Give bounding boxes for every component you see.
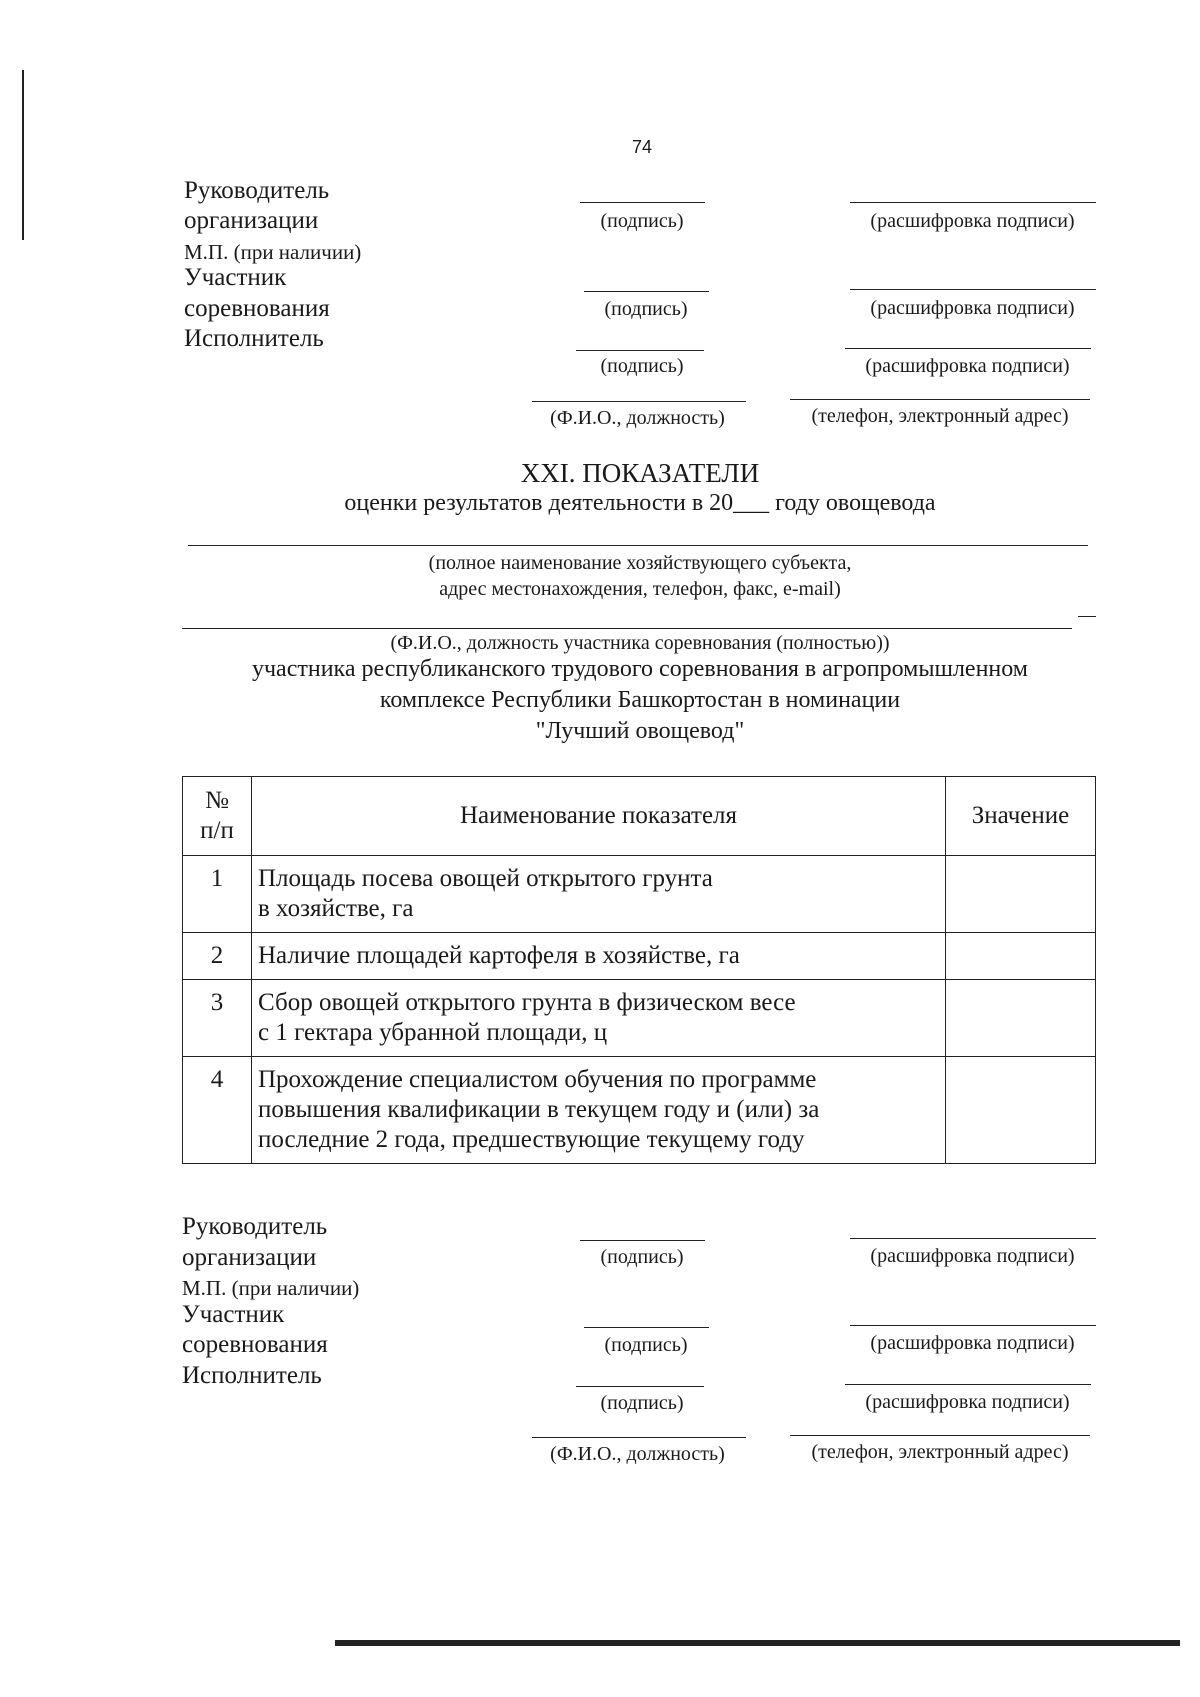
participant-name-line-tail	[1078, 616, 1096, 617]
participant-decoding-line	[850, 289, 1096, 290]
head-signature-line	[580, 1240, 705, 1241]
head-label-line2: организации	[184, 207, 319, 234]
participant-signature-line	[584, 1327, 709, 1328]
fio-caption: (Ф.И.О., должность)	[550, 407, 725, 429]
row-num: 2	[183, 933, 252, 980]
head-decoding-caption: (расшифровка подписи)	[870, 1245, 1075, 1267]
fio-caption: (Ф.И.О., должность)	[550, 1443, 725, 1465]
executor-decoding-line	[845, 348, 1091, 349]
header-name: Наименование показателя	[252, 777, 946, 856]
participant-signature-caption: (подпись)	[604, 298, 688, 320]
scan-bottom-bar	[335, 1640, 1180, 1646]
table-header-row	[183, 777, 1096, 856]
row-name	[252, 856, 946, 933]
row-name	[252, 933, 946, 980]
executor-decoding-caption: (расшифровка подписи)	[865, 1391, 1070, 1413]
row-name-line: Сбор овощей открытого грунта в физическом весе	[258, 989, 796, 1016]
fio-line	[532, 401, 746, 402]
fio-line	[532, 1437, 746, 1438]
head-label-line2: организации	[182, 1244, 317, 1271]
executor-label: Исполнитель	[184, 325, 324, 352]
header-value: Значение	[946, 777, 1096, 856]
section-subtitle: оценки результатов деятельности в 20___ году овощевода	[344, 490, 936, 516]
executor-label: Исполнитель	[182, 1362, 322, 1389]
executor-signature-caption: (подпись)	[600, 1392, 684, 1414]
head-signature-caption: (подпись)	[600, 1246, 684, 1268]
header-num-line1: №	[205, 787, 229, 814]
row-value[interactable]	[946, 933, 1096, 980]
entity-caption-line2: адрес местонахождения, телефон, факс, e-mail)	[439, 578, 841, 600]
participant-decoding-line	[850, 1325, 1096, 1326]
row-num: 4	[183, 1057, 252, 1164]
participant-label-line2: соревнования	[182, 1331, 328, 1358]
entity-caption-line1: (полное наименование хозяйствующего субъекта,	[428, 552, 852, 574]
entity-name-line	[188, 545, 1088, 546]
row-name-line: Прохождение специалистом обучения по программе	[258, 1066, 817, 1093]
table-row	[183, 933, 1096, 980]
table-row	[183, 1057, 1096, 1164]
row-num: 1	[183, 856, 252, 933]
indicators-table	[182, 776, 1096, 1164]
head-decoding-caption: (расшифровка подписи)	[870, 210, 1075, 232]
participant-signature-caption: (подпись)	[604, 1334, 688, 1356]
row-name-line: в хозяйстве, га	[258, 895, 414, 922]
row-name-line: Наличие площадей картофеля в хозяйстве, га	[258, 942, 740, 969]
head-signature-caption: (подпись)	[600, 210, 684, 232]
description-line2: комплексе Республики Башкортостан в номинации	[379, 687, 901, 713]
page-number: 74	[632, 137, 653, 157]
executor-signature-caption: (подпись)	[600, 355, 684, 377]
seal-label: М.П. (при наличии)	[184, 240, 362, 264]
description-line3: "Лучший овощевод"	[535, 718, 745, 744]
row-name-line: повышения квалификации в текущем году и (или) за	[258, 1096, 820, 1123]
row-name-line: последние 2 года, предшествующие текущему году	[258, 1126, 805, 1153]
executor-decoding-line	[845, 1384, 1091, 1385]
section-title: XXI. ПОКАЗАТЕЛИ	[520, 458, 760, 488]
contact-line	[790, 1435, 1090, 1436]
scan-edge-mark	[22, 70, 24, 240]
row-name	[252, 1057, 946, 1164]
row-num: 3	[183, 980, 252, 1057]
table-row	[183, 980, 1096, 1057]
header-num	[183, 777, 252, 856]
seal-label: М.П. (при наличии)	[182, 1276, 360, 1300]
row-value[interactable]	[946, 856, 1096, 933]
row-name	[252, 980, 946, 1057]
head-label-line1: Руководитель	[182, 1213, 328, 1240]
row-value[interactable]	[946, 1057, 1096, 1164]
participant-name-line	[182, 628, 1072, 629]
executor-signature-line	[576, 350, 704, 351]
participant-caption: (Ф.И.О., должность участника соревнования (полностью))	[390, 632, 890, 654]
row-value[interactable]	[946, 980, 1096, 1057]
description-line1: участника республиканского трудового соревнования в агропромышленном	[251, 656, 1028, 682]
participant-label-line2: соревнования	[184, 295, 330, 322]
head-signature-line	[580, 202, 705, 203]
participant-label-line1: Участник	[184, 264, 287, 291]
participant-decoding-caption: (расшифровка подписи)	[870, 1332, 1075, 1354]
head-label-line1: Руководитель	[184, 177, 330, 204]
contact-caption: (телефон, электронный адрес)	[811, 405, 1069, 427]
head-decoding-line	[850, 1238, 1096, 1239]
contact-line	[790, 399, 1090, 400]
participant-signature-line	[584, 291, 709, 292]
contact-caption: (телефон, электронный адрес)	[811, 1441, 1069, 1463]
executor-decoding-caption: (расшифровка подписи)	[865, 355, 1070, 377]
header-num-line2: п/п	[200, 817, 234, 844]
table-row	[183, 856, 1096, 933]
row-name-line: с 1 гектара убранной площади, ц	[258, 1019, 608, 1046]
participant-label-line1: Участник	[182, 1301, 285, 1328]
head-decoding-line	[850, 202, 1096, 203]
participant-decoding-caption: (расшифровка подписи)	[870, 297, 1075, 319]
row-name-line: Площадь посева овощей открытого грунта	[258, 865, 713, 892]
executor-signature-line	[576, 1386, 704, 1387]
